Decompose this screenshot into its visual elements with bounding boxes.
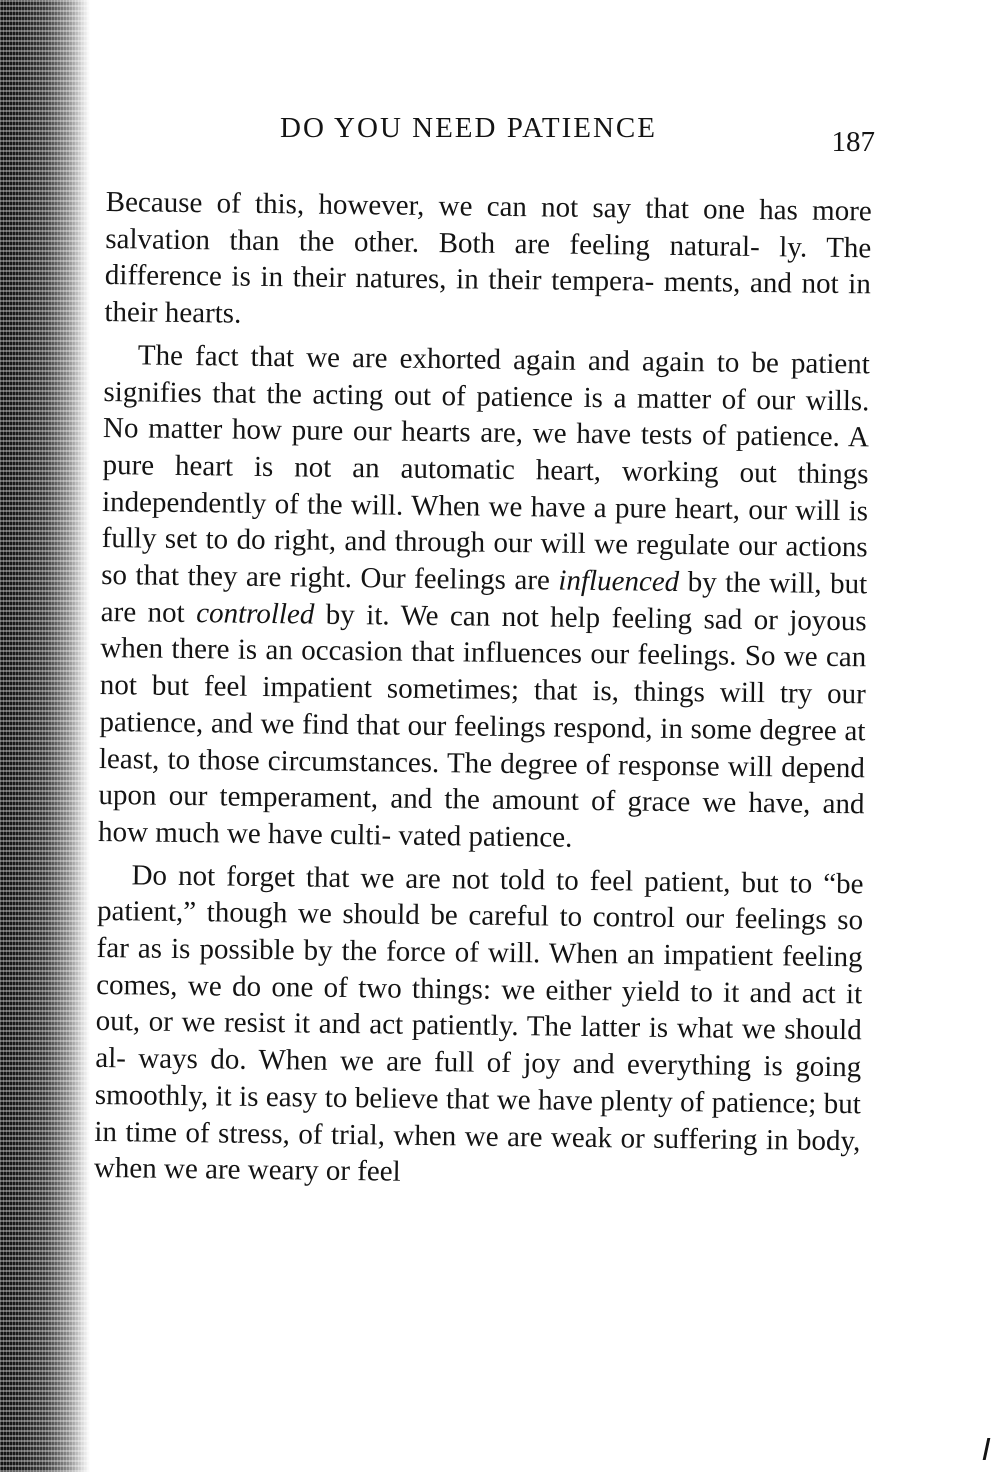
text-run: by it. We can not help feeling sad or joyous when there is an occasion that influences our feelings. So we can not but feel impatient sometimes; that is, things will try our patience, and we find that our feelings respond, in some degree at least, to those circumstances. The degree of response will depend upon our temperament, and the amount of grace we have, and how much we have culti- vated patience. — [97, 598, 867, 854]
italic-emphasis: controlled — [195, 596, 315, 631]
text-run: Because of this, however, we can not say that one has more salvation than the other. Both are feeling natural- ly. The difference is in their natures, in their tempera- ments, and not in their hearts. — [104, 185, 872, 330]
text-run: by the will, but are not — [100, 566, 868, 629]
italic-emphasis: influenced — [558, 564, 680, 599]
page-header — [100, 112, 880, 162]
paragraph — [104, 184, 872, 340]
book-binding-shadow — [0, 0, 90, 1472]
paragraph — [94, 857, 864, 1197]
text-run: The fact that we are exhorted again and again to be patient signifies that the acting out of patience is a matter of our wills. No matter how pure our hearts are, we have tests of patience. A pure heart is not an automatic heart, working out things independently of the will. When we have a pure heart, our will is fully set to do right, and through our will we regulate our actions so that they are right. Our feelings are — [101, 339, 871, 597]
body-text — [94, 184, 872, 1196]
running-head: DO YOU NEED PATIENCE — [280, 112, 657, 144]
text-run: Do not forget that we are not told to feel patient, but to “be patient,” though we should be careful to control our feelings so far as is possible by the force of will. When an impatient feeling comes, we do one of two things: we either yield to it and act it out, or we resist it and act patiently. The latter is what we should al- ways do. When we are full of joy and everything is going smoothly, it is easy to believe that we have plenty of patience; but in time of stress, of trial, when we are weak or suffering in body, when we are weary or feel — [93, 859, 864, 1188]
page-number: 187 — [831, 126, 875, 158]
paragraph — [98, 337, 870, 860]
stray-ink-mark — [983, 1438, 991, 1460]
